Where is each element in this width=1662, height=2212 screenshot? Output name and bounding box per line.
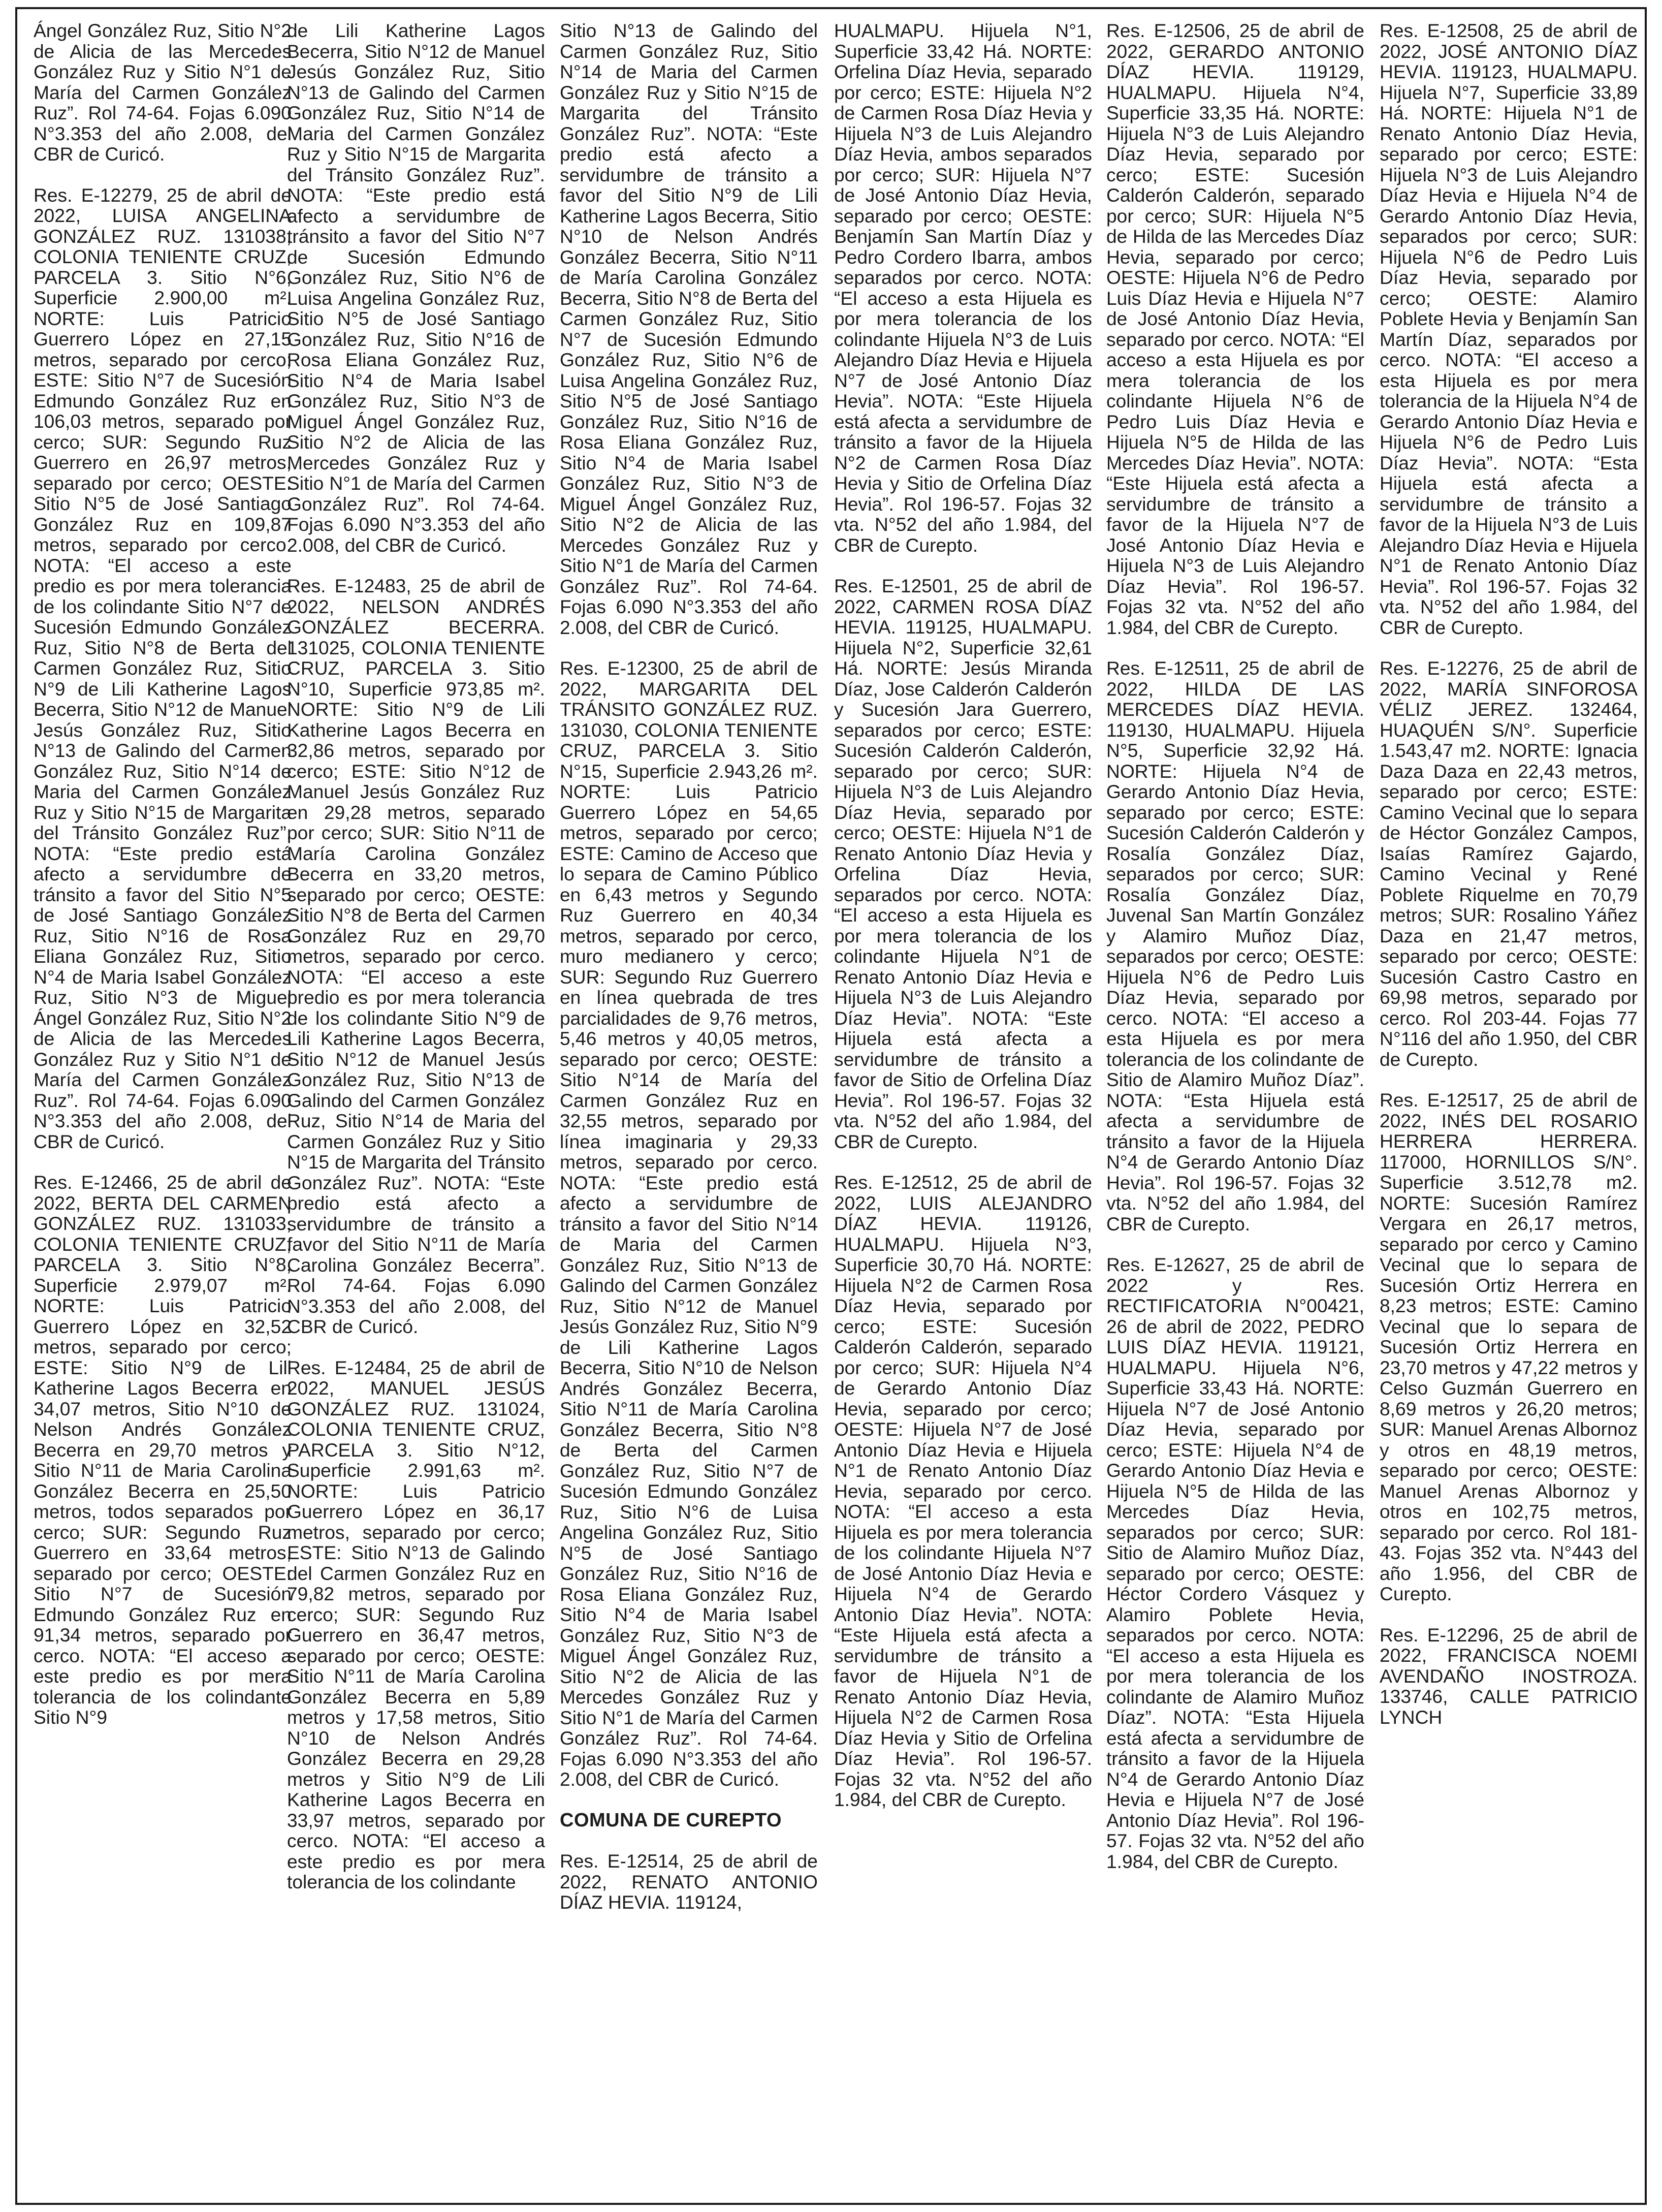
paragraph: Res. E-12511, 25 de abril de 2022, HILDA DE LAS MERCEDES DÍAZ HEVIA. 119130, HUALMAPU. Hijuela N°5, Superficie 32,92 Há. NORTE: Hijuela N°4 de Gerardo Antonio Díaz Hevia, separado por cerco; ESTE: Sucesión Calderón Calderón y Rosalía González Díaz, separados por cerco; SUR: Rosalía González Díaz, Juvenal San Martín González y Alamiro Muñoz Díaz, separados por cerco; OESTE: Hijuela N°6 de Pedro Luis Díaz Hevia, separado por cerco. NOTA: “El acceso a esta Hijuela es por mera tolerancia de los colindante de Sitio de Alamiro Muñoz Díaz”. NOTA: “Esta Hijuela está afecta a servidumbre de tránsito a favor de la Hijuela N°4 de Gerardo Antonio Díaz Hevia”. Rol 196-57. Fojas 32 vta. N°52 del año 1.984, del CBR de Curepto. — [1106, 657, 1364, 1235]
section-heading: COMUNA DE CUREPTO — [560, 1809, 782, 1831]
paragraph: Res. E-12512, 25 de abril de 2022, LUIS ALEJANDRO DÍAZ HEVIA. 119126, HUALMAPU. Hijuela N°3, Superficie 30,70 Há. NORTE: Hijuela N°2 de Carmen Rosa Díaz Hevia, separado por cerco; ESTE: Sucesión Calderón Calderón, separado por cerco; SUR: Hijuela N°4 de Gerardo Antonio Díaz Hevia, separado por cerco; OESTE: Hijuela N°7 de José Antonio Díaz Hevia e Hijuela N°1 de Renato Antonio Díaz Hevia, separado por cerco. NOTA: “El acceso a esta Hijuela es por mera tolerancia de los colindante Hijuela N°7 de José Antonio Díaz Hevia e Hijuela N°4 de Gerardo Antonio Díaz Hevia”. NOTA: “Este Hijuela está afecta a servidumbre de tránsito a favor de Hijuela N°1 de Renato Antonio Díaz Hevia, Hijuela N°2 de Carmen Rosa Díaz Hevia y Sitio de Orfelina Díaz Hevia”. Rol 196-57. Fojas 32 vta. N°52 del año 1.984, del CBR de Curepto. — [834, 1172, 1092, 1810]
paragraph: de Lili Katherine Lagos Becerra, Sitio N°12 de Manuel Jesús González Ruz, Sitio N°13 de Galindo del Carmen González Ruz, Sitio N°14 de Maria del Carmen González Ruz y Sitio N°15 de Margarita del Tránsito González Ruz”. NOTA: “Este predio está afecto a servidumbre de tránsito a favor del Sitio N°7 de Sucesión Edmundo González Ruz, Sitio N°6 de Luisa Angelina González Ruz, Sitio N°5 de José Santiago González Ruz, Sitio N°16 de Rosa Eliana González Ruz, Sitio N°4 de Maria Isabel González Ruz, Sitio N°3 de Miguel Ángel González Ruz, Sitio N°2 de Alicia de las Mercedes González Ruz y Sitio N°1 de María del Carmen González Ruz”. Rol 74-64. Fojas 6.090 N°3.353 del año 2.008, del CBR de Curicó. — [287, 20, 545, 556]
paragraph: Res. E-12508, 25 de abril de 2022, JOSÉ ANTONIO DÍAZ HEVIA. 119123, HUALMAPU. Hijuela N°7, Superficie 33,89 Há. NORTE: Hijuela N°1 de Renato Antonio Díaz Hevia, separado por cerco; ESTE: Hijuela N°3 de Luis Alejandro Díaz Hevia e Hijuela N°4 de Gerardo Antonio Díaz Hevia, separados por cerco; SUR: Hijuela N°6 de Pedro Luis Díaz Hevia, separado por cerco; OESTE: Alamiro Poblete Hevia y Benjamín San Martín Díaz, separados por cerco. NOTA: “El acceso a esta Hijuela es por mera tolerancia de la Hijuela N°4 de Gerardo Antonio Díaz Hevia e Hijuela N°6 de Pedro Luis Díaz Hevia”. NOTA: “Esta Hijuela está afecta a servidumbre de tránsito a favor de la Hijuela N°3 de Luis Alejandro Díaz Hevia e Hijuela N°1 de Renato Antonio Díaz Hevia”. Rol 196-57. Fojas 32 vta. N°52 del año 1.984, del CBR de Curepto. — [1380, 20, 1638, 638]
paragraph: Res. E-12517, 25 de abril de 2022, INÉS DEL ROSARIO HERRERA HERRERA. 117000, HORNILLOS S/N°. Superficie 3.512,78 m2. NORTE: Sucesión Ramírez Vergara en 26,17 metros, separado por cerco y Camino Vecinal que lo separa de Sucesión Ortiz Herrera en 8,23 metros; ESTE: Camino Vecinal que lo separa de Sucesión Ortiz Herrera en 23,70 metros y 47,22 metros y Celso Guzmán Guerrero en 8,69 metros y 26,20 metros; SUR: Manuel Arenas Albornoz y otros en 48,19 metros, separado por cerco; OESTE: Manuel Arenas Albornoz y otros en 102,75 metros, separado por cerco. Rol 181-43. Fojas 352 vta. N°443 del año 1.956, del CBR de Curepto. — [1380, 1089, 1638, 1604]
paragraph: HUALMAPU. Hijuela N°1, Superficie 33,42 Há. NORTE: Orfelina Díaz Hevia, separado por cerco; ESTE: Hijuela N°2 de Carmen Rosa Díaz Hevia y Hijuela N°3 de Luis Alejandro Díaz Hevia, ambos separados por cerco; SUR: Hijuela N°7 de José Antonio Díaz Hevia, separado por cerco; OESTE: Benjamín San Martín Díaz y Pedro Cordero Ibarra, ambos separados por cerco. NOTA: “El acceso a esta Hijuela es por mera tolerancia de los colindante Hijuela N°3 de Luis Alejandro Díaz Hevia e Hijuela N°7 de José Antonio Díaz Hevia”. NOTA: “Este Hijuela está afecta a servidumbre de tránsito a favor de la Hijuela N°2 de Carmen Rosa Díaz Hevia y Sitio de Orfelina Díaz Hevia”. Rol 196-57. Fojas 32 vta. N°52 del año 1.984, del CBR de Curepto. — [834, 20, 1092, 556]
text-column-6 — [1380, 20, 1638, 2193]
paragraph: Res. E-12276, 25 de abril de 2022, MARÍA SINFOROSA VÉLIZ JEREZ. 132464, HUAQUÉN S/N°. Superficie 1.543,47 m2. NORTE: Ignacia Daza Daza en 22,43 metros, separado por cerco; ESTE: Camino Vecinal que lo separa de Héctor González Campos, Isaías Ramírez Gajardo, Camino Vecinal y René Poblete Riquelme en 70,79 metros; SUR: Rosalino Yáñez Daza en 21,47 metros, separado por cerco; OESTE: Sucesión Castro Castro en 69,98 metros, separado por cerco. Rol 203-44. Fojas 77 N°116 del año 1.950, del CBR de Curepto. — [1380, 657, 1638, 1070]
paragraph: Res. E-12627, 25 de abril de 2022 y Res. RECTIFICATORIA N°00421, 26 de abril de 2022, PEDRO LUIS DÍAZ HEVIA. 119121, HUALMAPU. Hijuela N°6, Superficie 33,43 Há. NORTE: Hijuela N°7 de José Antonio Díaz Hevia, separado por cerco; ESTE: Hijuela N°4 de Gerardo Antonio Díaz Hevia e Hijuela N°5 de Hilda de las Mercedes Díaz Hevia, separados por cerco; SUR: Sitio de Alamiro Muñoz Díaz, separado por cerco; OESTE: Héctor Cordero Vásquez y Alamiro Poblete Hevia, separados por cerco. NOTA: “El acceso a esta Hijuela es por mera tolerancia de los colindante de Alamiro Muñoz Díaz”. NOTA: “Esta Hijuela está afecta a servidumbre de tránsito a favor de la Hijuela N°4 de Gerardo Antonio Díaz Hevia e Hijuela N°7 de José Antonio Díaz Hevia”. Rol 196-57. Fojas 32 vta. N°52 del año 1.984, del CBR de Curepto. — [1106, 1254, 1364, 1872]
text-column-3 — [560, 20, 818, 2193]
paragraph: Res. E-12501, 25 de abril de 2022, CARMEN ROSA DÍAZ HEVIA. 119125, HUALMAPU. Hijuela N°2, Superficie 32,61 Há. NORTE: Jesús Miranda Díaz, Jose Calderón Calderón y Sucesión Jara Guerrero, separados por cerco; ESTE: Sucesión Calderón Calderón, separado por cerco; SUR: Hijuela N°3 de Luis Alejandro Díaz Hevia, separado por cerco; OESTE: Hijuela N°1 de Renato Antonio Díaz Hevia y Orfelina Díaz Hevia, separados por cerco. NOTA: “El acceso a esta Hijuela es por mera tolerancia de los colindante Hijuela N°1 de Renato Antonio Díaz Hevia e Hijuela N°3 de Luis Alejandro Díaz Hevia”. NOTA: “Este Hijuela está afecta a servidumbre de tránsito a favor de Sitio de Orfelina Díaz Hevia”. Rol 196-57. Fojas 32 vta. N°52 del año 1.984, del CBR de Curepto. — [834, 575, 1092, 1152]
paragraph: Sitio N°13 de Galindo del Carmen González Ruz, Sitio N°14 de Maria del Carmen González Ruz y Sitio N°15 de Margarita del Tránsito González Ruz”. NOTA: “Este predio está afecto a servidumbre de tránsito a favor del Sitio N°9 de Lili Katherine Lagos Becerra, Sitio N°10 de Nelson Andrés González Becerra, Sitio N°11 de María Carolina González Becerra, Sitio N°8 de Berta del Carmen González Ruz, Sitio N°7 de Sucesión Edmundo González Ruz, Sitio N°6 de Luisa Angelina González Ruz, Sitio N°5 de José Santiago González Ruz, Sitio N°16 de Rosa Eliana González Ruz, Sitio N°4 de Maria Isabel González Ruz, Sitio N°3 de Miguel Ángel González Ruz, Sitio N°2 de Alicia de las Mercedes González Ruz y Sitio N°1 de María del Carmen González Ruz”. Rol 74-64. Fojas 6.090 N°3.353 del año 2.008, del CBR de Curicó. — [560, 20, 818, 638]
text-column-4 — [834, 20, 1092, 2193]
text-column-1 — [34, 20, 292, 2193]
paragraph: Res. E-12279, 25 de abril de 2022, LUISA ANGELINA GONZÁLEZ RUZ. 131038, COLONIA TENIENTE CRUZ, PARCELA 3. Sitio N°6, Superficie 2.900,00 m². NORTE: Luis Patricio Guerrero López en 27,15 metros, separado por cerco; ESTE: Sitio N°7 de Sucesión Edmundo González Ruz en 106,03 metros, separado por cerco; SUR: Segundo Ruz Guerrero en 26,97 metros, separado por cerco; OESTE: Sitio N°5 de José Santiago González Ruz en 109,87 metros, separado por cerco. NOTA: “El acceso a este predio es por mera tolerancia de los colindante Sitio N°7 de Sucesión Edmundo González Ruz, Sitio N°8 de Berta del Carmen González Ruz, Sitio N°9 de Lili Katherine Lagos Becerra, Sitio N°12 de Manuel Jesús González Ruz, Sitio N°13 de Galindo del Carmen González Ruz, Sitio N°14 de Maria del Carmen González Ruz y Sitio N°15 de Margarita del Tránsito González Ruz”. NOTA: “Este predio está afecto a servidumbre de tránsito a favor del Sitio N°5 de José Santiago González Ruz, Sitio N°16 de Rosa Eliana González Ruz, Sitio N°4 de Maria Isabel González Ruz, Sitio N°3 de Miguel Ángel González Ruz, Sitio N°2 de Alicia de las Mercedes González Ruz y Sitio N°1 de María del Carmen González Ruz”. Rol 74-64. Fojas 6.090 N°3.353 del año 2.008, del CBR de Curicó. — [34, 184, 292, 1152]
paragraph: Res. E-12514, 25 de abril de 2022, RENATO ANTONIO DÍAZ HEVIA. 119124, — [560, 1850, 818, 1913]
paragraph: Res. E-12483, 25 de abril de 2022, NELSON ANDRÉS GONZÁLEZ BECERRA. 131025, COLONIA TENIENTE CRUZ, PARCELA 3. Sitio N°10, Superficie 973,85 m². NORTE: Sitio N°9 de Lili Katherine Lagos Becerra en 32,86 metros, separado por cerco; ESTE: Sitio N°12 de Manuel Jesús González Ruz en 29,28 metros, separado por cerco; SUR: Sitio N°11 de María Carolina González Becerra en 33,20 metros, separado por cerco; OESTE: Sitio N°8 de Berta del Carmen González Ruz en 29,70 metros, separado por cerco. NOTA: “El acceso a este predio es por mera tolerancia de los colindante Sitio N°9 de Lili Katherine Lagos Becerra, Sitio N°12 de Manuel Jesús González Ruz, Sitio N°13 de Galindo del Carmen González Ruz, Sitio N°14 de Maria del Carmen González Ruz y Sitio N°15 de Margarita del Tránsito González Ruz”. NOTA: “Este predio está afecto a servidumbre de tránsito a favor del Sitio N°11 de María Carolina González Becerra”. Rol 74-64. Fojas 6.090 N°3.353 del año 2.008, del CBR de Curicó. — [287, 575, 545, 1337]
paragraph: Res. E-12296, 25 de abril de 2022, FRANCISCA NOEMI AVENDAÑO INOSTROZA. 133746, CALLE PATRICIO LYNCH — [1380, 1624, 1638, 1728]
paragraph: Res. E-12466, 25 de abril de 2022, BERTA DEL CARMEN GONZÁLEZ RUZ. 131033, COLONIA TENIENTE CRUZ, PARCELA 3. Sitio N°8, Superficie 2.979,07 m². NORTE: Luis Patricio Guerrero López en 32,52 metros, separado por cerco; ESTE: Sitio N°9 de Lili Katherine Lagos Becerra en 34,07 metros, Sitio N°10 de Nelson Andrés González Becerra en 29,70 metros y Sitio N°11 de Maria Carolina González Becerra en 25,50 metros, todos separados por cerco; SUR: Segundo Ruz Guerrero en 33,64 metros, separado por cerco; OESTE: Sitio N°7 de Sucesión Edmundo González Ruz en 91,34 metros, separado por cerco. NOTA: “El acceso a este predio es por mera tolerancia de los colindante Sitio N°9 — [34, 1172, 292, 1728]
paragraph: Res. E-12484, 25 de abril de 2022, MANUEL JESÚS GONZÁLEZ RUZ. 131024, COLONIA TENIENTE CRUZ, PARCELA 3. Sitio N°12, Superficie 2.991,63 m². NORTE: Luis Patricio Guerrero López en 36,17 metros, separado por cerco; ESTE: Sitio N°13 de Galindo del Carmen González Ruz en 79,82 metros, separado por cerco; SUR: Segundo Ruz Guerrero en 36,47 metros, separado por cerco; OESTE: Sitio N°11 de María Carolina González Becerra en 5,89 metros y 17,58 metros, Sitio N°10 de Nelson Andrés González Becerra en 29,28 metros y Sitio N°9 de Lili Katherine Lagos Becerra en 33,97 metros, separado por cerco. NOTA: “El acceso a este predio es por mera tolerancia de los colindante — [287, 1356, 545, 1892]
text-column-5 — [1106, 20, 1364, 2193]
paragraph: Res. E-12300, 25 de abril de 2022, MARGARITA DEL TRÁNSITO GONZÁLEZ RUZ. 131030, COLONIA TENIENTE CRUZ, PARCELA 3. Sitio N°15, Superficie 2.943,26 m². NORTE: Luis Patricio Guerrero López en 54,65 metros, separado por cerco; ESTE: Camino de Acceso que lo separa de Camino Público en 6,43 metros y Segundo Ruz Guerrero en 40,34 metros, separado por cerco, muro medianero y cerco; SUR: Segundo Ruz Guerrero en línea quebrada de tres parcialidades de 9,76 metros, 5,46 metros y 40,05 metros, separado por cerco; OESTE: Sitio N°14 de María del Carmen González Ruz en 32,55 metros, separado por línea imaginaria y 29,33 metros, separado por cerco. NOTA: “Este predio está afecto a servidumbre de tránsito a favor del Sitio N°14 de Maria del Carmen González Ruz, Sitio N°13 de Galindo del Carmen González Ruz, Sitio N°12 de Manuel Jesús González Ruz, Sitio N°9 de Lili Katherine Lagos Becerra, Sitio N°10 de Nelson Andrés González Becerra, Sitio N°11 de María Carolina González Becerra, Sitio N°8 de Berta del Carmen González Ruz, Sitio N°7 de Sucesión Edmundo González Ruz, Sitio N°6 de Luisa Angelina González Ruz, Sitio N°5 de José Santiago González Ruz, Sitio N°16 de Rosa Eliana González Ruz, Sitio N°4 de Maria Isabel González Ruz, Sitio N°3 de Miguel Ángel González Ruz, Sitio N°2 de Alicia de las Mercedes González Ruz y Sitio N°1 de María del Carmen González Ruz”. Rol 74-64. Fojas 6.090 N°3.353 del año 2.008, del CBR de Curicó. — [560, 657, 818, 1790]
text-column-2 — [287, 20, 545, 2193]
paragraph: Res. E-12506, 25 de abril de 2022, GERARDO ANTONIO DÍAZ HEVIA. 119129, HUALMAPU. Hijuela N°4, Superficie 33,35 Há. NORTE: Hijuela N°3 de Luis Alejandro Díaz Hevia, separado por cerco; ESTE: Sucesión Calderón Calderón, separado por cerco; SUR: Hijuela N°5 de Hilda de las Mercedes Díaz Hevia, separado por cerco; OESTE: Hijuela N°6 de Pedro Luis Díaz Hevia e Hijuela N°7 de José Antonio Díaz Hevia, separado por cerco. NOTA: “El acceso a esta Hijuela es por mera tolerancia de los colindante Hijuela N°6 de Pedro Luis Díaz Hevia e Hijuela N°5 de Hilda de las Mercedes Díaz Hevia”. NOTA: “Este Hijuela está afecta a servidumbre de tránsito a favor de la Hijuela N°7 de José Antonio Díaz Hevia e Hijuela N°3 de Luis Alejandro Díaz Hevia”. Rol 196-57. Fojas 32 vta. N°52 del año 1.984, del CBR de Curepto. — [1106, 20, 1364, 638]
paragraph: Ángel González Ruz, Sitio N°2 de Alicia de las Mercedes González Ruz y Sitio N°1 de María del Carmen González Ruz”. Rol 74-64. Fojas 6.090 N°3.353 del año 2.008, del CBR de Curicó. — [34, 20, 292, 165]
